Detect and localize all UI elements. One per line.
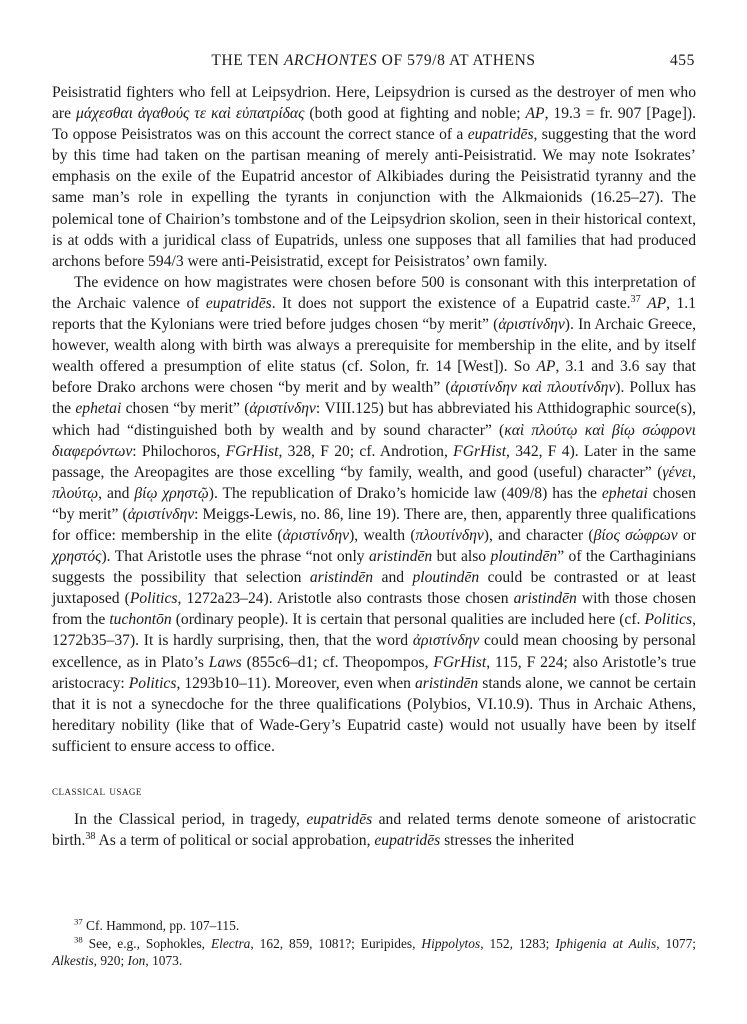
text-run: ἀριστίνδην καὶ πλουτίνδην (450, 379, 616, 397)
text-run: ” of the Carthaginians suggests the possibility that selection (52, 548, 696, 587)
text-run: AP (525, 105, 545, 123)
text-run: μάχεσθαι ἀγαθούς τε καὶ εὐπατρίδας (76, 105, 305, 123)
text-run: , 1272a23–24). Aristotle also contrasts those chosen (177, 590, 514, 608)
text-run: ploutindēn (490, 548, 558, 566)
text-run: καὶ πλούτῳ καὶ βίῳ σώφρονι διαφερόντων (52, 421, 696, 460)
text-run: ploutindēn (412, 569, 480, 587)
text-run: : Meiggs-Lewis, no. 86, line 19). There are, then, apparently three qualifications for office: membership in the elite ( (52, 505, 696, 544)
text-run: ). Pollux has the (52, 379, 696, 418)
running-title-tail: OF 579/8 AT ATHENS (377, 52, 536, 69)
text-run: , 1.1 reports that the Kylonians were tried before judges chosen “by merit” ( (52, 294, 696, 334)
text-run: , and (98, 484, 135, 502)
running-title-plain: THE TEN (211, 52, 284, 69)
text-run: stresses the inherited (440, 832, 575, 850)
text-run: γένει, πλούτῳ (52, 463, 696, 502)
text-run: , 1077; (656, 935, 697, 951)
text-run: : Philochoros, (132, 442, 226, 460)
text-run: βίος σώφρων (593, 526, 678, 544)
text-run: aristindēn (368, 548, 433, 566)
text-run: , 342, F 4). Later in the same passage, the Areopagites are those excelling “by family, wealth, and good (useful) character” ( (52, 442, 696, 481)
text-run: ἀριστίνδην (282, 526, 350, 544)
text-run: could mean choosing by personal excellence, as in Plato’s (52, 632, 696, 671)
text-run: aristindēn (414, 674, 479, 692)
text-run: FGrHist (225, 442, 279, 460)
text-run: ἀριστίνδην (127, 505, 195, 523)
text-run: , 115, F 224; also Aristotle’s true aristocracy: (52, 653, 696, 692)
text-run: Electra (210, 935, 251, 951)
text-run: (855c6–d1; cf. Theopompos, (241, 653, 434, 671)
note-reference: 38 (74, 934, 83, 945)
section-heading: classical usage (52, 783, 142, 798)
text-run: , 3.1 and 3.6 say that before Drako archons were chosen “by merit and by wealth” ( (52, 358, 696, 397)
note-reference: 37 (630, 293, 641, 305)
text-run: ephetai (75, 400, 122, 418)
text-run: Hippolytos (421, 935, 481, 951)
text-run: eupatridēs (467, 126, 534, 144)
text-run: Peisistratid fighters who fell at Leipsydrion. Here, Leipsydrion is cursed as the destroyer of men who are (52, 84, 696, 123)
text-run: chosen “by merit” ( (52, 484, 696, 523)
text-run: : VIII.125) but has abbreviated his Atthidographic source(s), which had “distinguished both by wealth and by sound character” ( (52, 400, 697, 439)
text-run: . It does not support the existence of a Eupatrid caste. (271, 294, 631, 312)
running-head (52, 52, 695, 70)
text-run: Ion (127, 953, 146, 968)
text-run: with those chosen from the (52, 590, 696, 629)
text-run: , 328, F 20; cf. Androtion, (278, 442, 454, 460)
text-run: (both good at fighting and noble; (304, 105, 526, 123)
main-text (52, 82, 696, 851)
text-run: Cf. Hammond, pp. 107–115. (82, 918, 240, 933)
text-run: , 19.3 = fr. 907 [Page]). To oppose Peisistratos was on this account the correct stance of a (52, 105, 697, 144)
text-run: ἀριστίνδην (498, 316, 565, 334)
footnote (52, 917, 696, 935)
text-run: could be contrasted or at least juxtaposed ( (52, 569, 697, 608)
text-run: Iphigenia at Aulis (555, 935, 657, 951)
text-run: ephetai (601, 484, 648, 502)
page-number: 455 (669, 52, 695, 69)
text-run: As a term of political or social approbation, (95, 832, 375, 850)
text-run: βίῳ χρηστῷ (134, 484, 209, 502)
text-run: ), and character ( (483, 526, 594, 544)
text-run: ). The republication of Drako’s homicide law (409/8) has the (208, 484, 602, 502)
text-run: , 1073. (145, 953, 183, 968)
paragraph (52, 809, 696, 851)
text-run: Politics (644, 611, 693, 629)
text-run: , suggesting that the word by this time had taken on the partisan meaning of merely anti-Peisistratid. We may note Isokrates’ emphasis on the exile of the Eupatrid ancestor of Alkibiades during the Peisistratid tyranny and the same man’s role in expelling the tyrants in conjunction with the Alkmaionids (16.25–27). The polemical tone of Chairion’s tombstone and of the Leipsydrion skolion, seen in their historical context, is at odds with a juridical class of Eupatrids, unless one supposes that all families that had produced archons before 594/3 were anti-Peisistratid, except for Peisistratos’ own family. (52, 126, 697, 270)
text-run: eupatridēs (306, 811, 373, 829)
text-run: Politics (129, 590, 178, 608)
footnote (52, 935, 696, 970)
text-run: eupatridēs (374, 832, 441, 850)
text-run: χρηστός (52, 548, 102, 566)
text-run: and related terms denote someone of aristocratic birth. (52, 811, 696, 850)
text-run: ). In Archaic Greece, however, wealth along with birth was always a prerequisite for membership in the elite, and by itself wealth offered a presumption of elite status (cf. Solon, fr. 14 [West]). So (52, 316, 696, 376)
text-run: , 152, 1283; (480, 935, 556, 951)
text-run: , 1293b10–11). Moreover, even when (176, 674, 415, 692)
text-run: and (373, 569, 413, 587)
running-title-italic: ARCHONTES (283, 52, 378, 69)
text-run: , 162, 859, 1081?; Euripides, (250, 935, 422, 951)
paragraph (52, 82, 696, 272)
text-run: FGrHist (433, 653, 487, 671)
text-run: Laws (208, 653, 242, 671)
text-run: tuchontōn (109, 611, 172, 629)
text-run: eupatridēs (205, 294, 272, 312)
text-run: Alkestis (52, 953, 94, 968)
text-run: AP (647, 294, 667, 312)
text-run: AP (536, 358, 556, 376)
text-run: aristindēn (309, 569, 374, 587)
text-run: , 1272b35–37). It is hardly surprising, then, that the word (52, 611, 696, 650)
footnotes (52, 917, 696, 970)
text-run: FGrHist (453, 442, 507, 460)
text-run: chosen “by merit” ( (121, 400, 250, 418)
note-reference: 37 (74, 916, 83, 927)
text-run: The evidence on how magistrates were chosen before 500 is consonant with this interpretation of the Archaic valence of (52, 273, 696, 312)
text-run: πλουτίνδην (415, 526, 484, 544)
text-run: ἀριστίνδην (249, 400, 316, 418)
running-title (52, 52, 695, 70)
text-run: ), wealth ( (349, 526, 416, 544)
text-run: or (677, 526, 696, 544)
text-run: In the Classical period, in tragedy, (74, 811, 307, 829)
text-run: stands alone, we cannot be certain that it is not a synecdoche for the three qualifications (Polybios, VI.10.9). Thus in Archaic Athens, hereditary nobility (like that of Wade-Gery’s Eupatrid caste) would not usually have been by itself sufficient to ensure access to office. (52, 674, 696, 755)
text-run: but also (432, 548, 491, 566)
text-run: See, e.g., Sophokles, (82, 935, 211, 951)
text-run: , 920; (93, 953, 128, 968)
text-run: ἀριστίνδην (412, 632, 480, 650)
text-run: ). That Aristotle uses the phrase “not only (101, 548, 369, 566)
paragraph (52, 272, 696, 757)
note-reference: 38 (85, 831, 96, 842)
text-run: (ordinary people). It is certain that personal qualities are included here (cf. (171, 611, 645, 629)
text-run: aristindēn (513, 590, 577, 608)
text-run: Politics (128, 674, 177, 692)
